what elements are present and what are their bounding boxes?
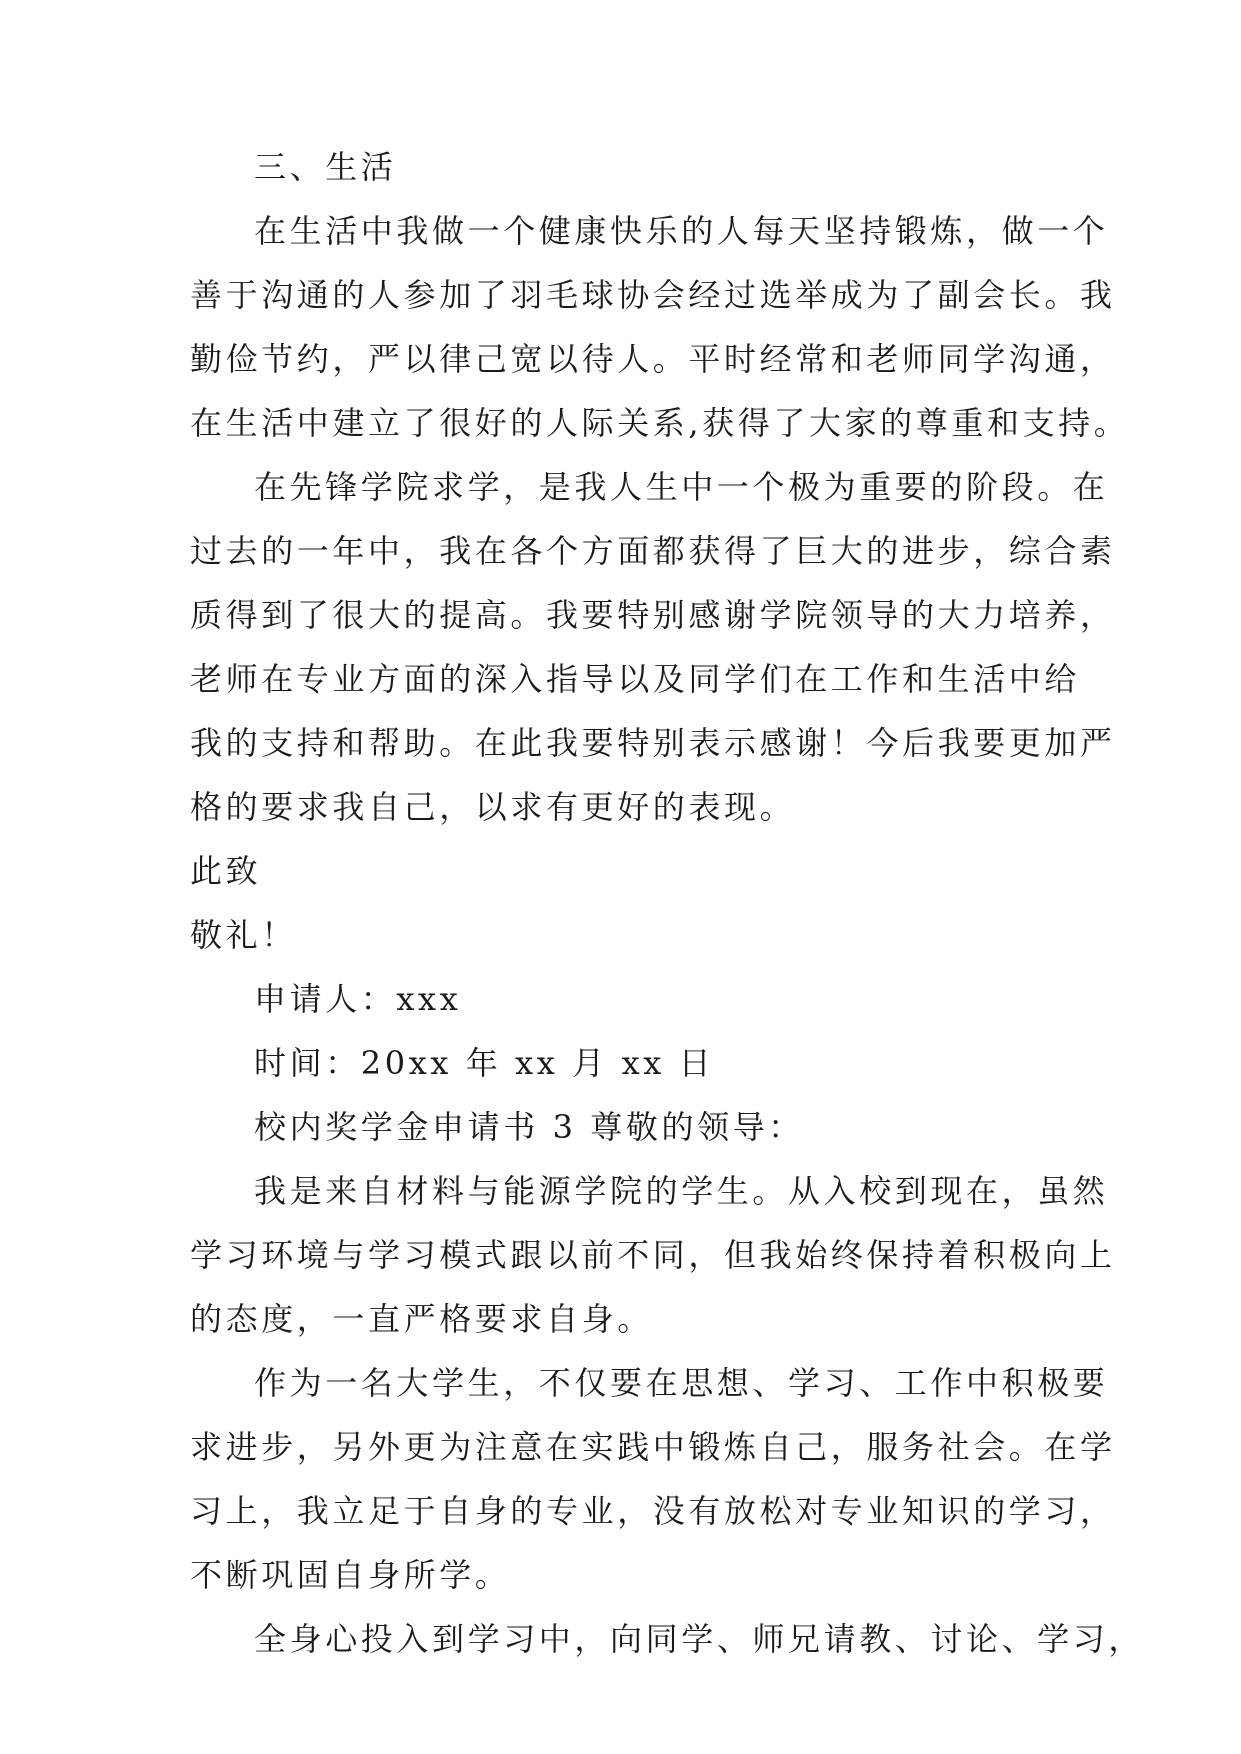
text-line: 在生活中建立了很好的人际关系,获得了大家的尊重和支持。 [190, 404, 1130, 442]
text-line: 格的要求我自己，以求有更好的表现。 [190, 788, 796, 826]
text-line: 在先锋学院求学，是我人生中一个极为重要的阶段。在 [254, 468, 1109, 506]
text-line: 过去的一年中，我在各个方面都获得了巨大的进步，综合素 [190, 532, 1116, 570]
text-line: 的态度，一直严格要求自身。 [190, 1300, 653, 1338]
closing-line: 此致 [190, 852, 262, 890]
date-line: 时间：20xx 年 xx 月 xx 日 [254, 1044, 715, 1082]
text-line: 我的支持和帮助。在此我要特别表示感谢！今后我要更加严 [190, 724, 1116, 762]
title-line: 校内奖学金申请书 3 尊敬的领导： [254, 1108, 804, 1146]
text-line: 在生活中我做一个健康快乐的人每天坚持锻炼，做一个 [254, 212, 1109, 250]
text-line: 学习环境与学习模式跟以前不同，但我始终保持着积极向上 [190, 1236, 1116, 1274]
text-line: 求进步，另外更为注意在实践中锻炼自己，服务社会。在学 [190, 1428, 1116, 1466]
text-line: 善于沟通的人参加了羽毛球协会经过选举成为了副会长。我 [190, 276, 1116, 314]
text-line: 质得到了很大的提高。我要特别感谢学院领导的大力培养， [190, 596, 1116, 634]
text-line: 全身心投入到学习中，向同学、师兄请教、讨论、学习， [254, 1620, 1145, 1658]
text-line: 我是来自材料与能源学院的学生。从入校到现在，虽然 [254, 1172, 1109, 1210]
section-heading: 三、生活 [254, 148, 397, 186]
text-line: 不断巩固自身所学。 [190, 1556, 511, 1594]
text-line: 老师在专业方面的深入指导以及同学们在工作和生活中给 [190, 660, 1081, 698]
text-line: 勤俭节约，严以律己宽以待人。平时经常和老师同学沟通， [190, 340, 1116, 378]
text-line: 作为一名大学生，不仅要在思想、学习、工作中积极要 [254, 1364, 1109, 1402]
applicant-line: 申请人：xxx [254, 980, 462, 1018]
salutation-line: 敬礼！ [190, 916, 297, 954]
text-line: 习上，我立足于自身的专业，没有放松对专业知识的学习， [190, 1492, 1116, 1530]
